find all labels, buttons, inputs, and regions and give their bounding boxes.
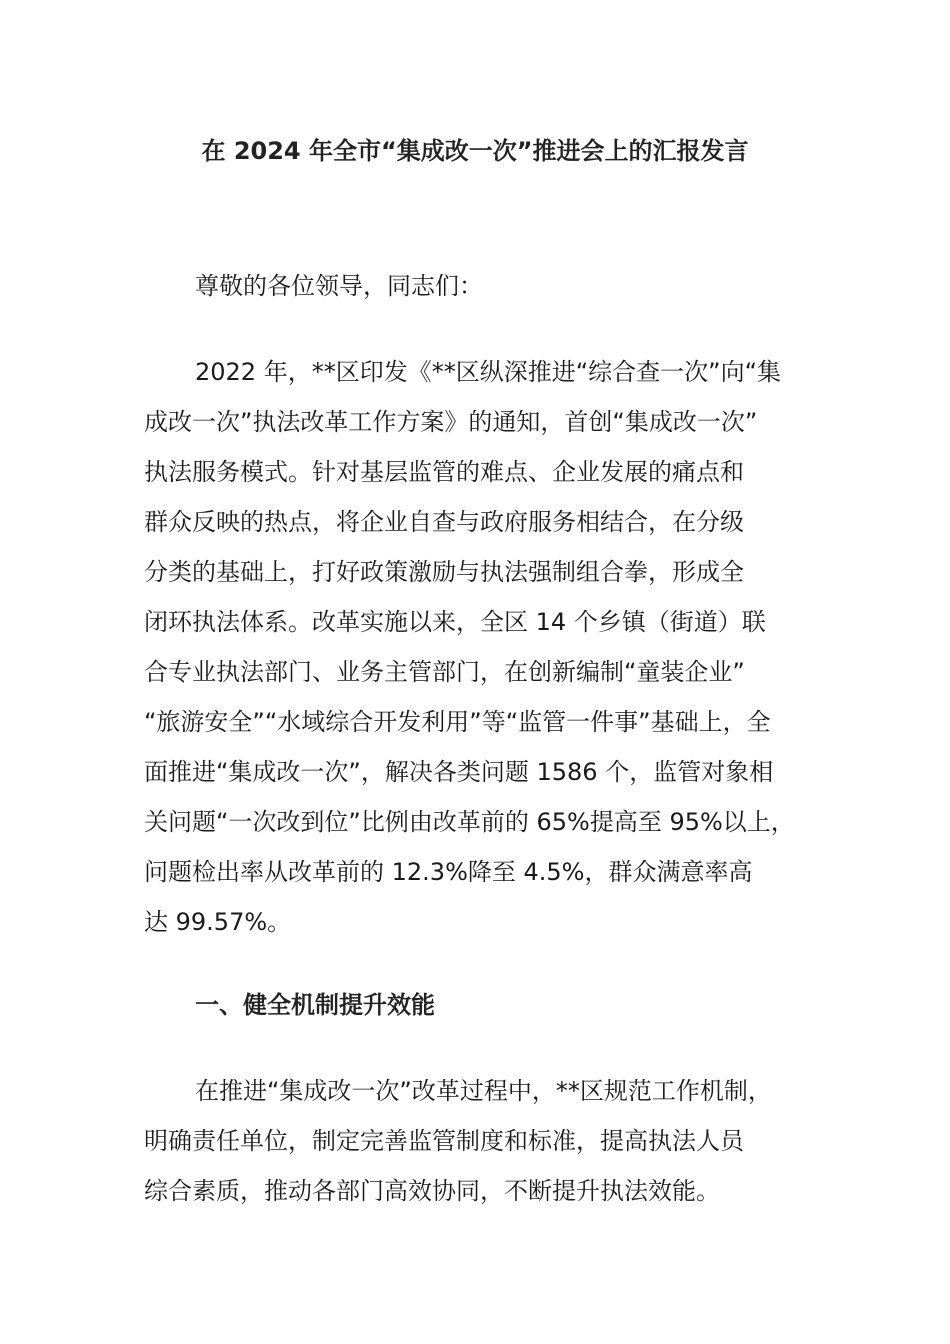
paragraph-line: 在推进“集成改一次”改革过程中，**区规范工作机制， <box>195 1077 772 1105</box>
paragraph-line: 群众反映的热点，将企业自查与政府服务相结合，在分级 <box>144 508 744 536</box>
paragraph-line: 分类的基础上，打好政策激励与执法强制组合拳，形成全 <box>144 558 744 586</box>
section-heading: 一、健全机制提升效能 <box>195 991 435 1019</box>
paragraph-line: 成改一次”执法改革工作方案》的通知，首创“集成改一次” <box>144 408 758 436</box>
salutation: 尊敬的各位领导，同志们： <box>195 272 483 300</box>
paragraph-line: 达 99.57%。 <box>144 908 292 936</box>
paragraph-line: 执法服务模式。针对基层监管的难点、企业发展的痛点和 <box>144 458 744 486</box>
paragraph-line: “旅游安全”“水域综合开发利用”等“监管一件事”基础上，全 <box>144 708 771 736</box>
paragraph-line: 综合素质，推动各部门高效协同，不断提升执法效能。 <box>144 1177 720 1205</box>
paragraph-line: 2022 年，**区印发《**区纵深推进“综合查一次”向“集 <box>195 358 782 386</box>
paragraph-line: 关问题“一次改到位”比例由改革前的 65%提高至 95%以上， <box>144 808 795 836</box>
section-paragraph <box>144 1066 824 1216</box>
paragraph-line: 明确责任单位，制定完善监管制度和标准，提高执法人员 <box>144 1127 744 1155</box>
paragraph-line: 闭环执法体系。改革实施以来，全区 14 个乡镇（街道）联 <box>144 608 766 636</box>
document-title: 在 2024 年全市“集成改一次”推进会上的汇报发言 <box>201 137 749 165</box>
paragraph-line: 合专业执法部门、业务主管部门，在创新编制“童装企业” <box>144 658 745 686</box>
intro-paragraph <box>144 347 824 947</box>
paragraph-line: 面推进“集成改一次”，解决各类问题 1586 个，监管对象相 <box>144 758 774 786</box>
paragraph-line: 问题检出率从改革前的 12.3%降至 4.5%，群众满意率高 <box>144 858 753 886</box>
